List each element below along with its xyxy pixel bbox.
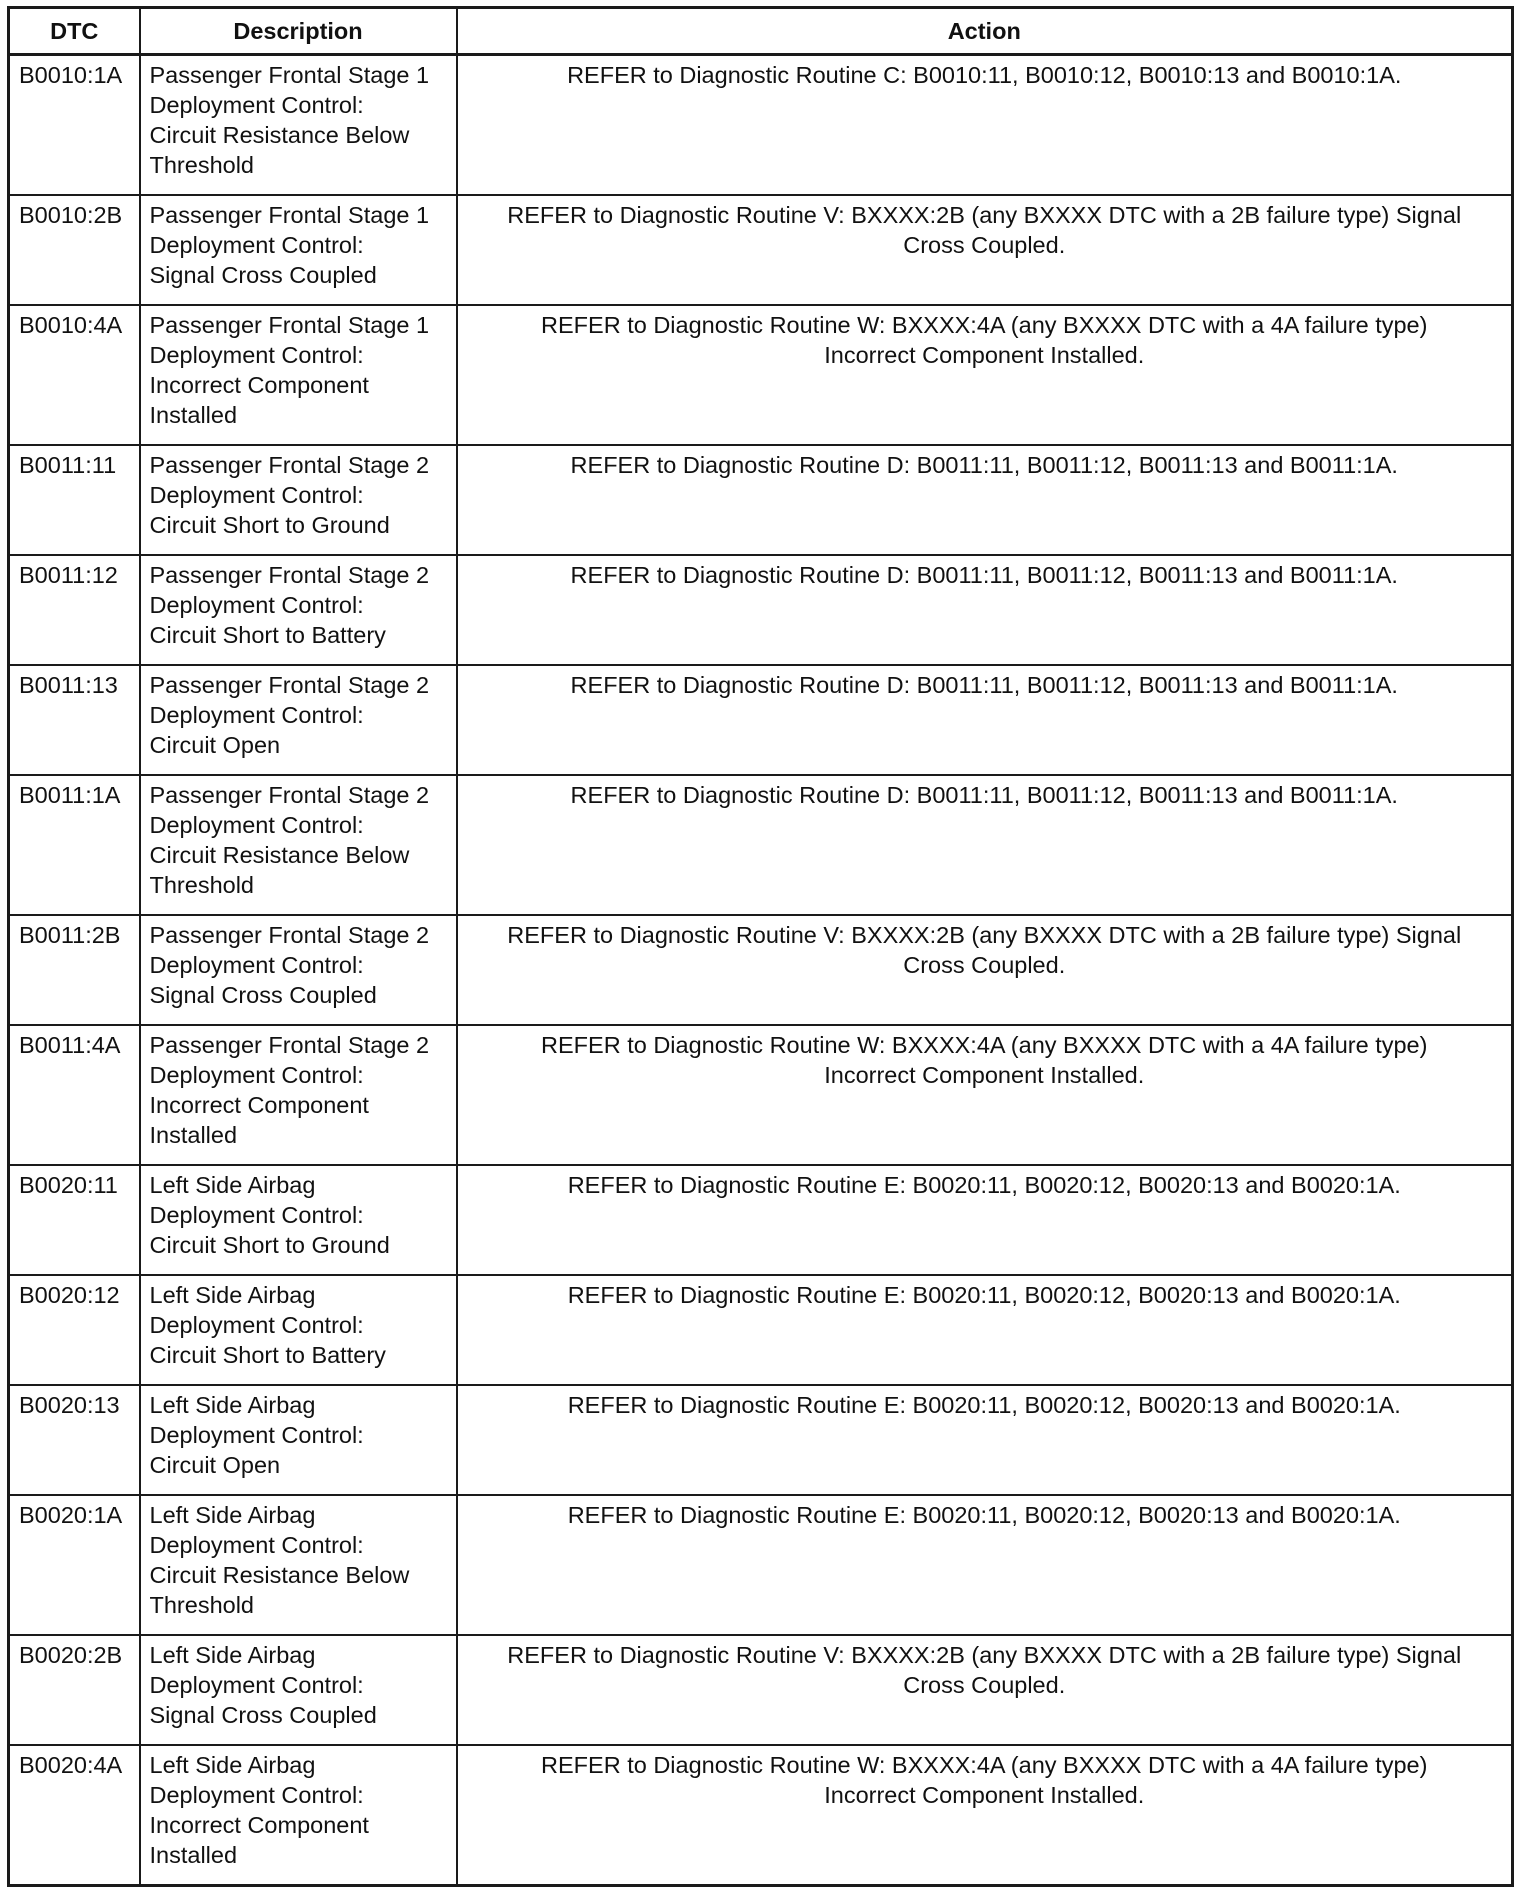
table-row [9, 1635, 1513, 1745]
description-line: Circuit Open [149, 1452, 281, 1478]
action-line: Cross Coupled. [903, 1672, 1066, 1698]
description-line: Circuit Resistance Below [149, 122, 410, 148]
action-cell [457, 665, 1513, 775]
action-cell [457, 305, 1513, 445]
table-row [9, 1025, 1513, 1165]
dtc-code-cell: B0011:1A [9, 775, 140, 915]
action-line: Cross Coupled. [903, 232, 1066, 258]
action-line: Incorrect Component Installed. [824, 342, 1145, 368]
description-line: Deployment Control: [149, 1532, 364, 1558]
table-row [9, 445, 1513, 555]
description-line: Passenger Frontal Stage 1 [149, 62, 430, 88]
description-cell [140, 1025, 457, 1165]
table-row [9, 1745, 1513, 1886]
description-line: Left Side Airbag [149, 1172, 316, 1198]
description-line: Deployment Control: [149, 592, 364, 618]
description-line: Deployment Control: [149, 1312, 364, 1338]
description-line: Threshold [149, 152, 254, 178]
action-cell [457, 445, 1513, 555]
description-line: Passenger Frontal Stage 2 [149, 782, 430, 808]
action-line: REFER to Diagnostic Routine W: BXXXX:4A (any BXXXX DTC with a 4A failure type) [541, 312, 1428, 338]
action-line: REFER to Diagnostic Routine V: BXXXX:2B (any BXXXX DTC with a 2B failure type) Signal [507, 922, 1462, 948]
description-line: Passenger Frontal Stage 2 [149, 562, 430, 588]
action-line: REFER to Diagnostic Routine E: B0020:11, B0020:12, B0020:13 and B0020:1A. [567, 1502, 1401, 1528]
table-row [9, 555, 1513, 665]
action-line: REFER to Diagnostic Routine C: B0010:11, B0010:12, B0010:13 and B0010:1A. [567, 62, 1402, 88]
action-cell [457, 1495, 1513, 1635]
dtc-code-cell: B0020:13 [9, 1385, 140, 1495]
description-cell [140, 1275, 457, 1385]
dtc-code-cell: B0011:2B [9, 915, 140, 1025]
description-line: Passenger Frontal Stage 2 [149, 672, 430, 698]
description-line: Deployment Control: [149, 342, 364, 368]
description-line: Threshold [149, 1592, 254, 1618]
action-cell [457, 1275, 1513, 1385]
description-line: Circuit Short to Ground [149, 1232, 390, 1258]
description-line: Deployment Control: [149, 1672, 364, 1698]
action-cell [457, 55, 1513, 196]
dtc-code-cell: B0020:4A [9, 1745, 140, 1886]
description-line: Deployment Control: [149, 482, 364, 508]
description-line: Circuit Open [149, 732, 281, 758]
action-line: REFER to Diagnostic Routine D: B0011:11, B0011:12, B0011:13 and B0011:1A. [570, 672, 1398, 698]
description-line: Circuit Resistance Below [149, 842, 410, 868]
description-line: Deployment Control: [149, 1202, 364, 1228]
description-line: Installed [149, 1842, 238, 1868]
table-row [9, 305, 1513, 445]
action-line: REFER to Diagnostic Routine W: BXXXX:4A (any BXXXX DTC with a 4A failure type) [541, 1032, 1428, 1058]
description-line: Signal Cross Coupled [149, 1702, 377, 1728]
description-line: Incorrect Component [149, 1092, 369, 1118]
table-row [9, 665, 1513, 775]
action-line: REFER to Diagnostic Routine E: B0020:11, B0020:12, B0020:13 and B0020:1A. [567, 1392, 1401, 1418]
description-cell [140, 1385, 457, 1495]
table-row [9, 1495, 1513, 1635]
description-line: Left Side Airbag [149, 1282, 316, 1308]
description-line: Deployment Control: [149, 1062, 364, 1088]
action-line: Incorrect Component Installed. [824, 1062, 1145, 1088]
description-line: Circuit Short to Battery [149, 622, 386, 648]
table-row [9, 775, 1513, 915]
dtc-code-cell: B0010:2B [9, 195, 140, 305]
description-cell [140, 1635, 457, 1745]
dtc-code-cell: B0020:12 [9, 1275, 140, 1385]
dtc-table [7, 6, 1514, 1887]
table-row [9, 915, 1513, 1025]
action-cell [457, 915, 1513, 1025]
action-cell [457, 1745, 1513, 1886]
description-cell [140, 1495, 457, 1635]
description-line: Passenger Frontal Stage 1 [149, 312, 430, 338]
description-line: Circuit Short to Battery [149, 1342, 386, 1368]
table-row [9, 1385, 1513, 1495]
description-cell [140, 305, 457, 445]
action-line: REFER to Diagnostic Routine E: B0020:11, B0020:12, B0020:13 and B0020:1A. [567, 1172, 1401, 1198]
description-cell [140, 445, 457, 555]
description-line: Signal Cross Coupled [149, 262, 377, 288]
description-cell [140, 55, 457, 196]
dtc-code-cell: B0020:1A [9, 1495, 140, 1635]
action-line: REFER to Diagnostic Routine V: BXXXX:2B (any BXXXX DTC with a 2B failure type) Signal [507, 202, 1462, 228]
header-description: Description [140, 8, 457, 55]
action-cell [457, 1165, 1513, 1275]
dtc-code-cell: B0011:12 [9, 555, 140, 665]
table-header [9, 8, 1513, 55]
description-line: Left Side Airbag [149, 1642, 316, 1668]
action-line: REFER to Diagnostic Routine D: B0011:11, B0011:12, B0011:13 and B0011:1A. [570, 562, 1398, 588]
description-cell [140, 555, 457, 665]
description-line: Incorrect Component [149, 1812, 369, 1838]
description-line: Installed [149, 1122, 238, 1148]
description-cell [140, 195, 457, 305]
dtc-code-cell: B0010:1A [9, 55, 140, 196]
header-row [9, 8, 1513, 55]
table-row [9, 195, 1513, 305]
description-line: Threshold [149, 872, 254, 898]
dtc-code-cell: B0020:2B [9, 1635, 140, 1745]
description-cell [140, 665, 457, 775]
action-cell [457, 555, 1513, 665]
dtc-code-cell: B0010:4A [9, 305, 140, 445]
description-line: Deployment Control: [149, 812, 364, 838]
dtc-code-cell: B0020:11 [9, 1165, 140, 1275]
description-line: Passenger Frontal Stage 1 [149, 202, 430, 228]
action-cell [457, 195, 1513, 305]
action-line: REFER to Diagnostic Routine W: BXXXX:4A (any BXXXX DTC with a 4A failure type) [541, 1752, 1428, 1778]
action-line: REFER to Diagnostic Routine V: BXXXX:2B (any BXXXX DTC with a 2B failure type) Signal [507, 1642, 1462, 1668]
description-line: Deployment Control: [149, 92, 364, 118]
description-line: Deployment Control: [149, 232, 364, 258]
action-line: REFER to Diagnostic Routine E: B0020:11, B0020:12, B0020:13 and B0020:1A. [567, 1282, 1401, 1308]
description-line: Left Side Airbag [149, 1392, 316, 1418]
dtc-code-cell: B0011:11 [9, 445, 140, 555]
description-cell [140, 1165, 457, 1275]
action-cell [457, 1385, 1513, 1495]
description-line: Passenger Frontal Stage 2 [149, 922, 430, 948]
dtc-code-cell: B0011:13 [9, 665, 140, 775]
description-line: Installed [149, 402, 238, 428]
description-line: Circuit Resistance Below [149, 1562, 410, 1588]
description-line: Left Side Airbag [149, 1752, 316, 1778]
description-line: Signal Cross Coupled [149, 982, 377, 1008]
header-dtc: DTC [9, 8, 140, 55]
action-line: REFER to Diagnostic Routine D: B0011:11, B0011:12, B0011:13 and B0011:1A. [570, 782, 1398, 808]
description-line: Passenger Frontal Stage 2 [149, 452, 430, 478]
table-row [9, 1165, 1513, 1275]
description-cell [140, 915, 457, 1025]
description-line: Passenger Frontal Stage 2 [149, 1032, 430, 1058]
header-action: Action [457, 8, 1513, 55]
description-line: Circuit Short to Ground [149, 512, 390, 538]
table-row [9, 55, 1513, 196]
action-cell [457, 775, 1513, 915]
description-line: Deployment Control: [149, 1782, 364, 1808]
description-cell [140, 1745, 457, 1886]
action-line: REFER to Diagnostic Routine D: B0011:11, B0011:12, B0011:13 and B0011:1A. [570, 452, 1398, 478]
action-line: Incorrect Component Installed. [824, 1782, 1145, 1808]
action-cell [457, 1025, 1513, 1165]
table-row [9, 1275, 1513, 1385]
dtc-code-cell: B0011:4A [9, 1025, 140, 1165]
description-line: Deployment Control: [149, 702, 364, 728]
description-line: Deployment Control: [149, 952, 364, 978]
description-cell [140, 775, 457, 915]
table-body [9, 55, 1513, 1886]
description-line: Deployment Control: [149, 1422, 364, 1448]
action-line: Cross Coupled. [903, 952, 1066, 978]
action-cell [457, 1635, 1513, 1745]
description-line: Left Side Airbag [149, 1502, 316, 1528]
description-line: Incorrect Component [149, 372, 369, 398]
